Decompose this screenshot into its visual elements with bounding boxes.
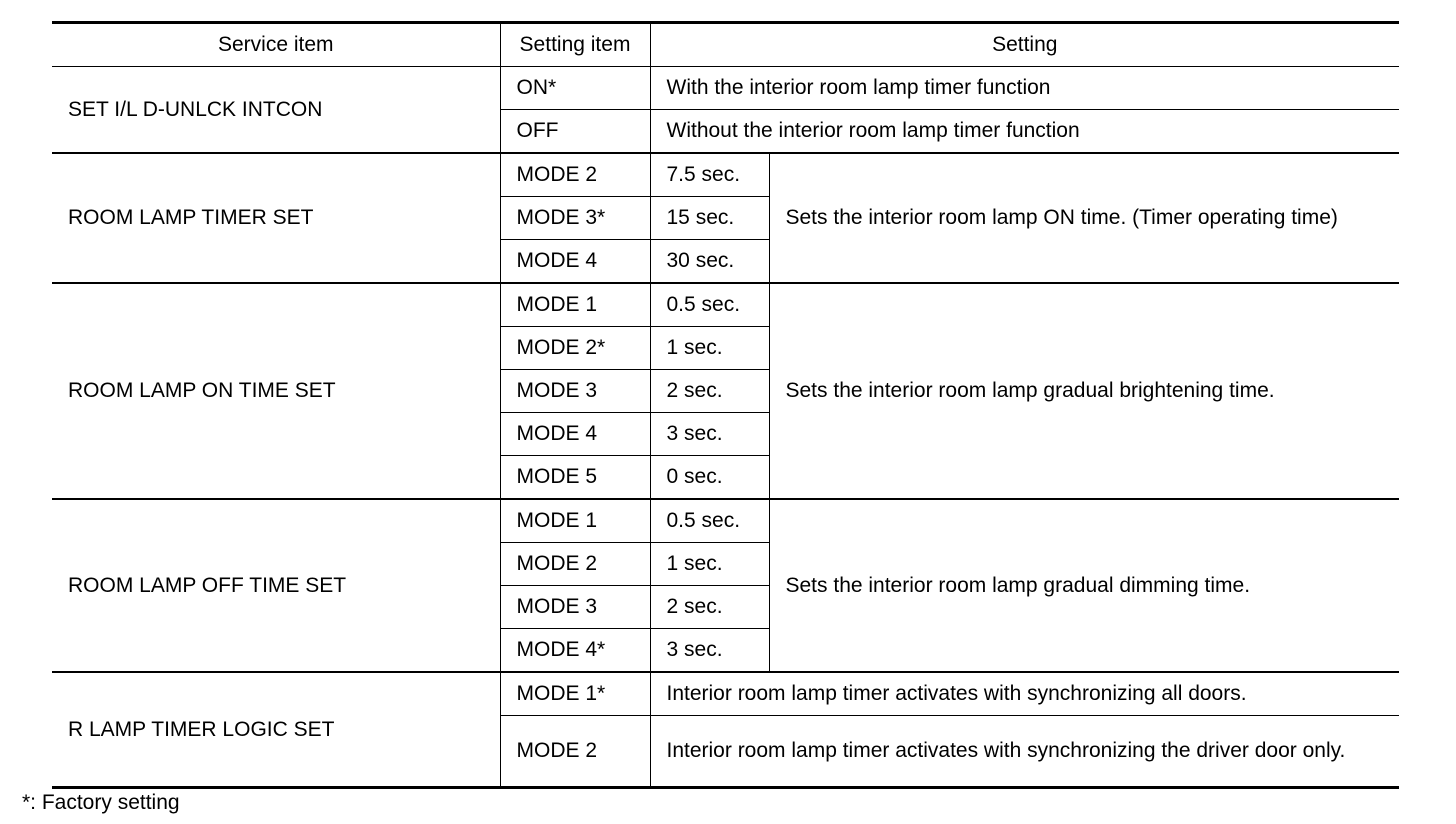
setting-item-cell: MODE 4* [500, 629, 650, 673]
setting-value-cell: 2 sec. [650, 370, 769, 413]
footnote-factory-setting: *: Factory setting [22, 791, 180, 814]
setting-cell: Interior room lamp timer activates with synchronizing the driver door only. [650, 716, 1399, 788]
setting-item-cell: ON* [500, 67, 650, 110]
setting-item-cell: MODE 3 [500, 370, 650, 413]
setting-item-cell: MODE 5 [500, 456, 650, 500]
setting-item-cell: MODE 2* [500, 327, 650, 370]
service-item-cell: SET I/L D-UNLCK INTCON [52, 67, 500, 154]
setting-value-cell: 30 sec. [650, 240, 769, 284]
group-r-lamp-timer-logic-set [52, 672, 1399, 788]
table-row [52, 153, 1399, 197]
setting-description-cell: Sets the interior room lamp ON time. (Timer operating time) [769, 153, 1399, 283]
setting-item-cell: MODE 3 [500, 586, 650, 629]
setting-value-cell: 15 sec. [650, 197, 769, 240]
service-item-cell: ROOM LAMP TIMER SET [52, 153, 500, 283]
setting-value-cell: 3 sec. [650, 413, 769, 456]
setting-item-cell: MODE 1 [500, 283, 650, 327]
setting-item-cell: MODE 4 [500, 240, 650, 284]
setting-cell: With the interior room lamp timer function [650, 67, 1399, 110]
setting-item-cell: OFF [500, 110, 650, 154]
group-set-il-d-unlck-intcon [52, 67, 1399, 154]
setting-value-cell: 1 sec. [650, 543, 769, 586]
setting-item-cell: MODE 2 [500, 543, 650, 586]
table-row [52, 283, 1399, 327]
table-row [52, 499, 1399, 543]
service-settings-table [52, 21, 1399, 789]
group-room-lamp-timer-set [52, 153, 1399, 283]
setting-value-cell: 0 sec. [650, 456, 769, 500]
setting-item-cell: MODE 2 [500, 716, 650, 788]
setting-value-cell: 3 sec. [650, 629, 769, 673]
table-header-row [52, 23, 1399, 67]
service-item-cell: ROOM LAMP OFF TIME SET [52, 499, 500, 672]
header-service-item: Service item [52, 23, 500, 67]
setting-item-cell: MODE 3* [500, 197, 650, 240]
setting-item-cell: MODE 4 [500, 413, 650, 456]
setting-value-cell: 7.5 sec. [650, 153, 769, 197]
header-setting: Setting [650, 23, 1399, 67]
service-item-cell: ROOM LAMP ON TIME SET [52, 283, 500, 499]
group-room-lamp-off-time-set [52, 499, 1399, 672]
table-row [52, 672, 1399, 716]
service-item-cell: R LAMP TIMER LOGIC SET [52, 672, 500, 788]
setting-item-cell: MODE 2 [500, 153, 650, 197]
setting-value-cell: 0.5 sec. [650, 283, 769, 327]
setting-cell: Interior room lamp timer activates with synchronizing all doors. [650, 672, 1399, 716]
setting-description-cell: Sets the interior room lamp gradual dimming time. [769, 499, 1399, 672]
setting-description-cell: Sets the interior room lamp gradual brightening time. [769, 283, 1399, 499]
setting-item-cell: MODE 1* [500, 672, 650, 716]
setting-value-cell: 1 sec. [650, 327, 769, 370]
setting-cell: Without the interior room lamp timer function [650, 110, 1399, 154]
setting-item-cell: MODE 1 [500, 499, 650, 543]
setting-value-cell: 0.5 sec. [650, 499, 769, 543]
table-row [52, 67, 1399, 110]
header-setting-item: Setting item [500, 23, 650, 67]
setting-value-cell: 2 sec. [650, 586, 769, 629]
group-room-lamp-on-time-set [52, 283, 1399, 499]
